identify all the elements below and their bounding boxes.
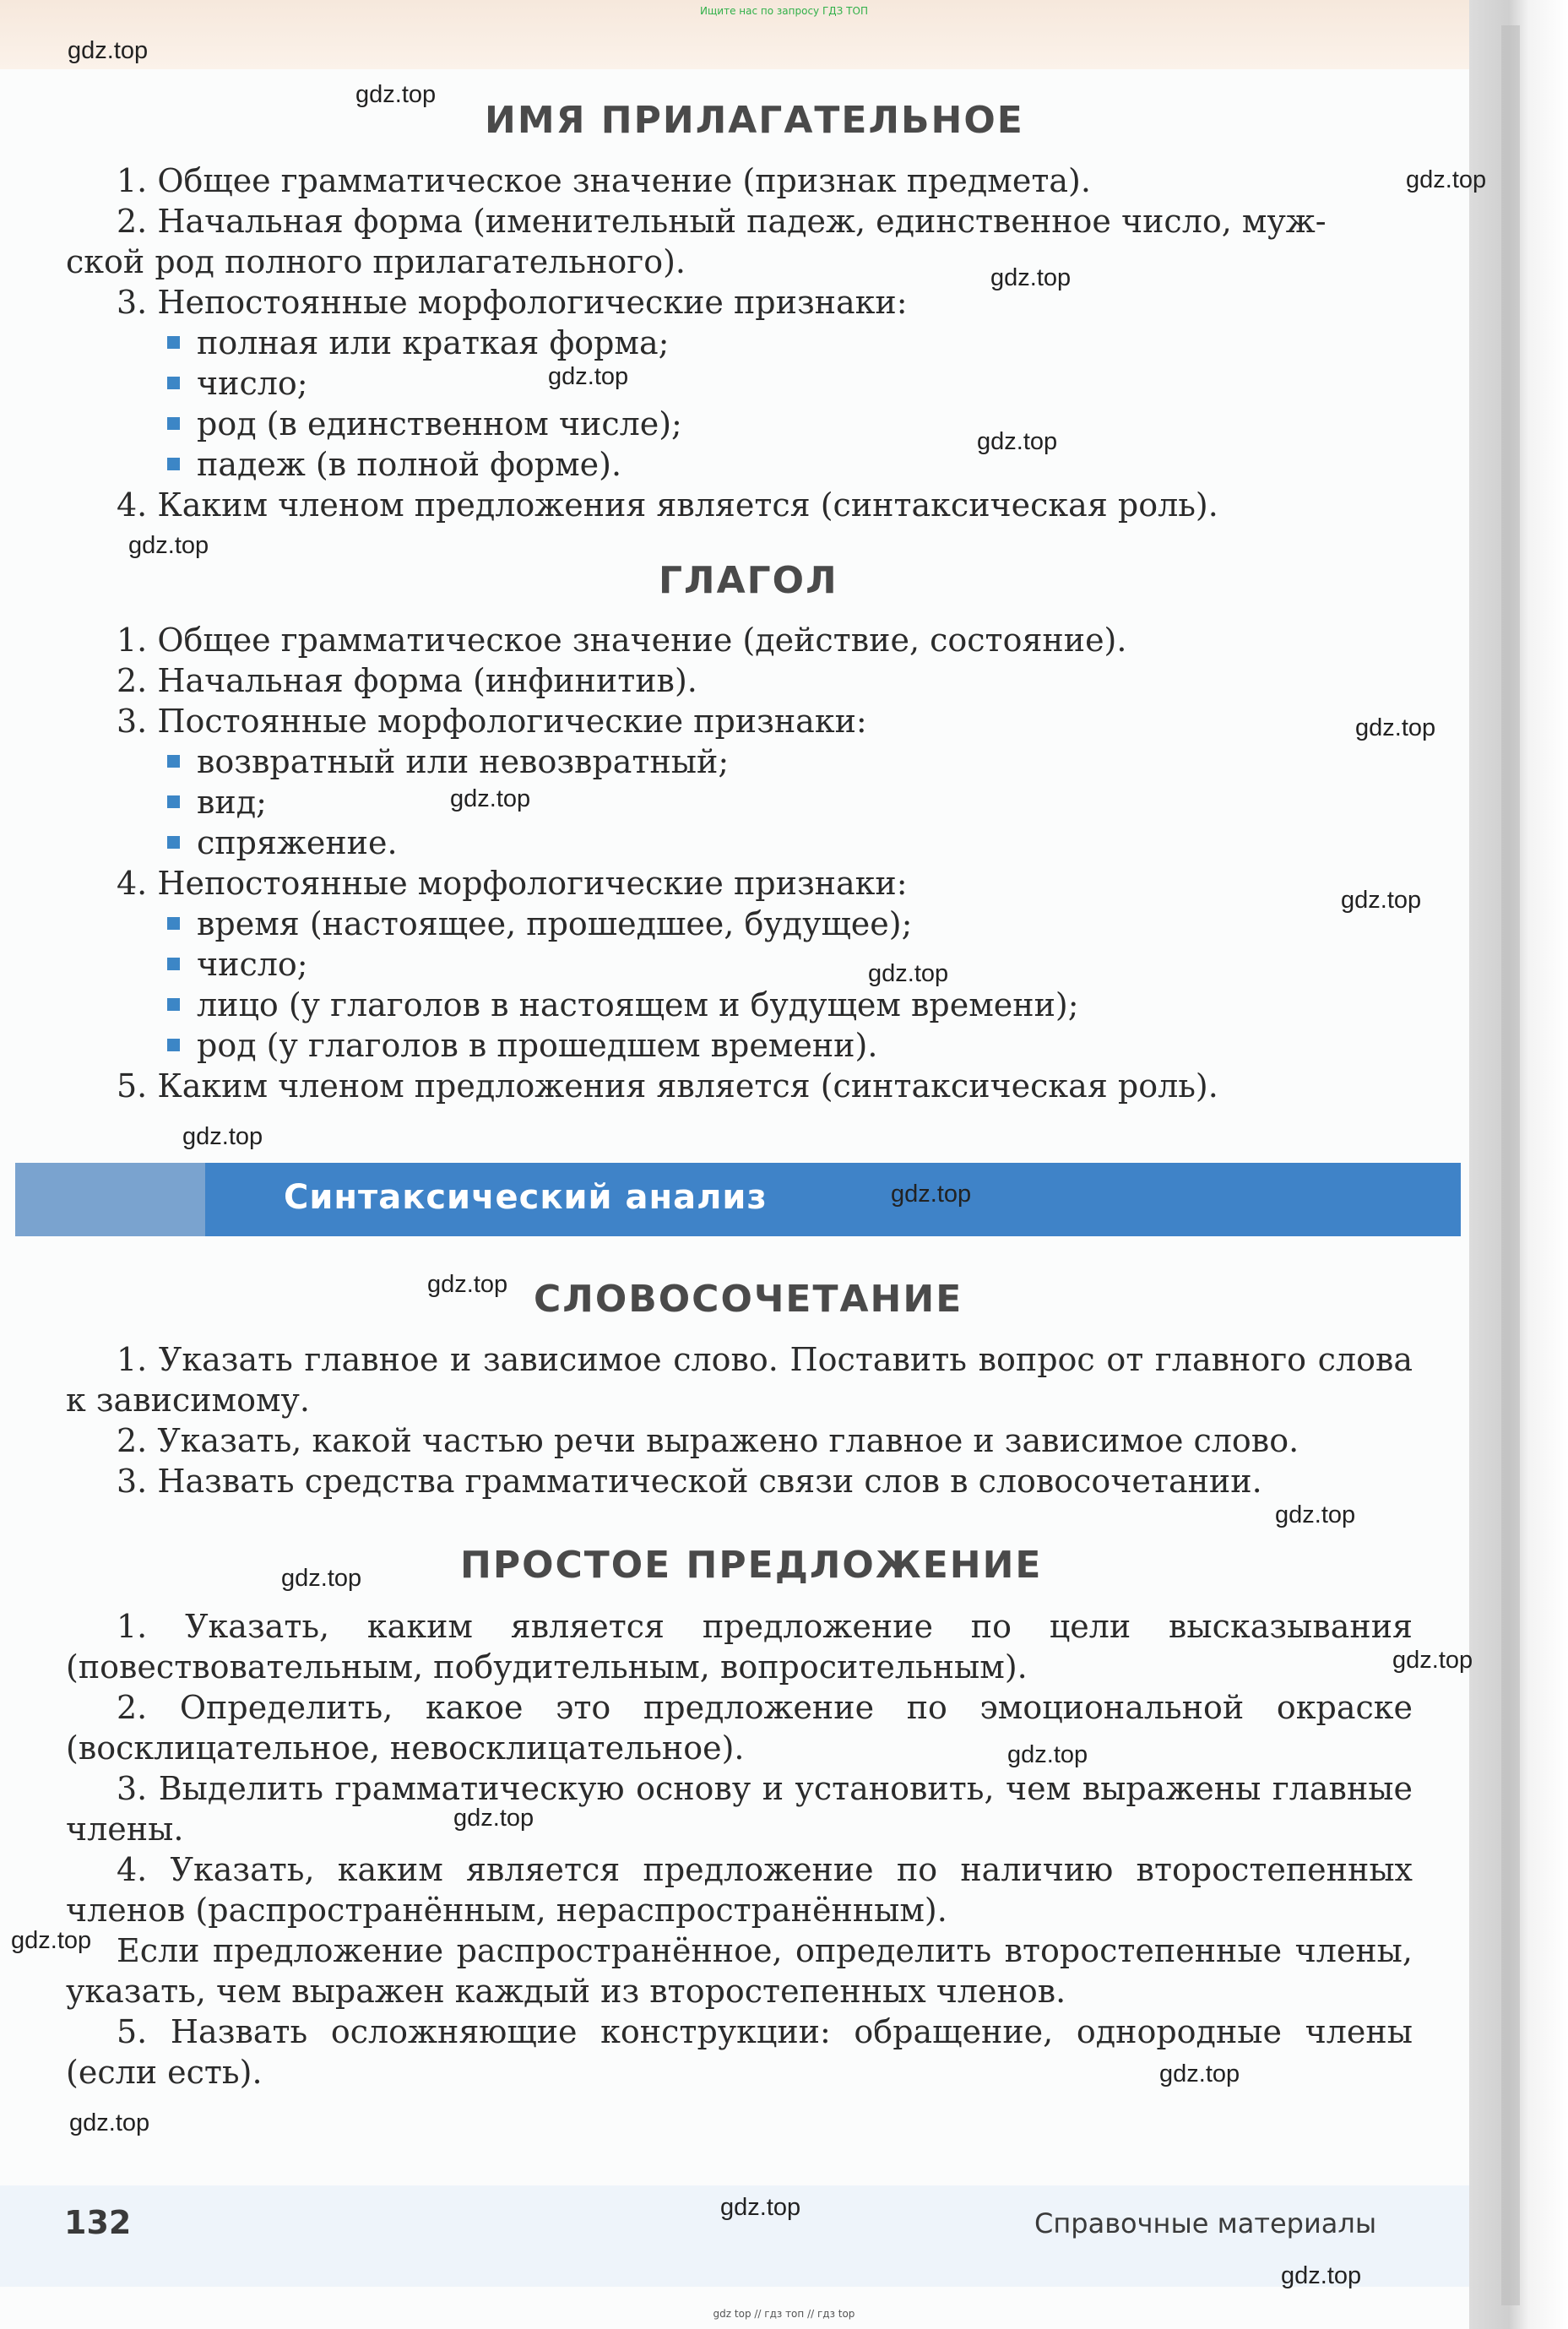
simple-sentence-item-5: 5. Назвать осложняющие конструкции: обращение, однородные члены (если есть). xyxy=(66,2013,1413,2091)
watermark: gdz.top xyxy=(1355,714,1436,741)
watermark: gdz.top xyxy=(182,1123,263,1150)
heading-verb: ГЛАГОЛ xyxy=(659,559,838,602)
verb-bullet xyxy=(167,944,308,985)
bullet-text: полная или краткая форма; xyxy=(197,324,670,361)
bullet-text: род (у глаголов в прошедшем времени). xyxy=(197,1027,878,1064)
watermark: gdz.top xyxy=(891,1181,972,1208)
bullet-square-icon xyxy=(167,795,180,808)
verb-item-2: 2. Начальная форма (инфинитив). xyxy=(117,662,697,699)
bullet-text: время (настоящее, прошедшее, будущее); xyxy=(197,905,913,942)
watermark: gdz.top xyxy=(355,81,437,108)
bullet-square-icon xyxy=(167,417,180,430)
section-bar-accent xyxy=(15,1163,205,1236)
adjective-bullet xyxy=(167,363,308,404)
phrase-item-3: 3. Назвать средства грамматической связи слов в словосочетании. xyxy=(117,1463,1262,1500)
bullet-text: род (в единственном числе); xyxy=(197,405,682,442)
bullet-text: спряжение. xyxy=(197,824,398,861)
adjective-bullet xyxy=(167,444,621,485)
bullet-text: возвратный или невозвратный; xyxy=(197,743,730,780)
verb-bullet xyxy=(167,782,267,822)
simple-sentence-item-1: 1. Указать, каким является предложение по цели высказывания (повествовательным, побудительным, вопросительным). xyxy=(66,1608,1413,1686)
watermark: gdz.top xyxy=(548,363,629,390)
bullet-square-icon xyxy=(167,458,180,470)
verb-item-5: 5. Каким членом предложения является (синтаксическая роль). xyxy=(117,1067,1218,1105)
watermark: gdz.top xyxy=(1406,166,1487,193)
bullet-square-icon xyxy=(167,336,180,349)
bullet-square-icon xyxy=(167,958,180,970)
watermark: gdz.top xyxy=(128,532,209,559)
adjective-item-4: 4. Каким членом предложения является (синтаксическая роль). xyxy=(117,486,1218,524)
simple-sentence-item-4-note: Если предложение распространённое, определить второстепенные члены, указать, чем выражен каждый из второстепенных членов. xyxy=(66,1932,1413,2010)
phrase-paragraphs xyxy=(66,1339,1413,1501)
watermark: gdz.top xyxy=(720,2194,801,2221)
bullet-square-icon xyxy=(167,998,180,1011)
heading-simple-sentence: ПРОСТОЕ ПРЕДЛОЖЕНИЕ xyxy=(460,1544,1043,1587)
adjective-item-2-line-2: ской род полного прилагательного). xyxy=(66,243,686,280)
watermark: gdz.top xyxy=(281,1565,362,1592)
adjective-bullet xyxy=(167,323,669,363)
heading-phrase: СЛОВОСОЧЕТАНИЕ xyxy=(534,1278,963,1321)
section-title: Синтаксический анализ xyxy=(284,1178,768,1217)
watermark: gdz.top xyxy=(1159,2060,1240,2087)
watermark: gdz.top xyxy=(69,2109,150,2136)
watermark: gdz.top xyxy=(1392,1647,1473,1674)
watermark: gdz.top xyxy=(68,37,149,64)
simple-sentence-paragraphs xyxy=(66,1606,1413,2093)
bullet-square-icon xyxy=(167,1039,180,1051)
bullet-square-icon xyxy=(167,377,180,389)
simple-sentence-item-2: 2. Определить, какое это предложение по эмоциональной окраске (восклицательное, невосклицательное). xyxy=(66,1689,1413,1767)
verb-item-3: 3. Постоянные морфологические признаки: xyxy=(117,703,867,740)
bullet-text: лицо (у глаголов в настоящем и будущем времени); xyxy=(197,986,1079,1023)
verb-bullet xyxy=(167,985,1079,1025)
watermark: gdz.top xyxy=(1275,1501,1356,1528)
watermark: gdz.top xyxy=(868,960,949,987)
watermark: gdz.top xyxy=(1281,2262,1362,2289)
adjective-item-3: 3. Непостоянные морфологические признаки: xyxy=(117,284,908,321)
heading-adjective: ИМЯ ПРИЛАГАТЕЛЬНОЕ xyxy=(485,99,1024,142)
verb-bullet xyxy=(167,822,398,863)
watermark: gdz.top xyxy=(450,785,531,812)
verb-bullet xyxy=(167,1025,877,1066)
phrase-item-1: 1. Указать главное и зависимое слово. Поставить вопрос от главного слова к зависимому. xyxy=(66,1341,1413,1419)
adjective-item-1: 1. Общее грамматическое значение (признак предмета). xyxy=(117,162,1091,199)
verb-item-4: 4. Непостоянные морфологические признаки: xyxy=(117,865,908,902)
bullet-square-icon xyxy=(167,755,180,768)
page-number: 132 xyxy=(64,2204,132,2241)
watermark: gdz.top xyxy=(977,428,1058,455)
watermark: gdz.top xyxy=(1007,1741,1088,1768)
adjective-item-2-line-1: 2. Начальная форма (именительный падеж, единственное число, муж- xyxy=(117,203,1327,240)
watermark: gdz.top xyxy=(453,1805,534,1832)
page-edge-shadow xyxy=(1501,25,1520,2305)
footer-title: Справочные материалы xyxy=(1034,2207,1377,2239)
bullet-text: падеж (в полной форме). xyxy=(197,446,622,483)
verb-bullet xyxy=(167,904,912,944)
bullet-text: число; xyxy=(197,946,308,983)
adjective-bullet xyxy=(167,404,682,444)
simple-sentence-item-3: 3. Выделить грамматическую основу и установить, чем выражены главные члены. xyxy=(66,1770,1413,1848)
bullet-square-icon xyxy=(167,836,180,849)
section-bar-syntax xyxy=(15,1163,1461,1236)
simple-sentence-item-4: 4. Указать, каким является предложение по наличию второстепенных членов (распространённым, нераспространённым). xyxy=(66,1851,1413,1929)
verb-bullet xyxy=(167,741,729,782)
bullet-text: число; xyxy=(197,365,308,402)
top-note: Ищите нас по запросу ГДЗ ТОП xyxy=(700,5,868,17)
bullet-square-icon xyxy=(167,917,180,930)
bottom-note: gdz top // гдз топ // гдз top xyxy=(713,2308,855,2320)
watermark: gdz.top xyxy=(1341,887,1422,914)
watermark: gdz.top xyxy=(427,1271,508,1298)
bullet-text: вид; xyxy=(197,784,267,821)
phrase-item-2: 2. Указать, какой частью речи выражено главное и зависимое слово. xyxy=(117,1422,1299,1459)
watermark: gdz.top xyxy=(990,264,1072,291)
watermark: gdz.top xyxy=(11,1927,92,1954)
verb-item-1: 1. Общее грамматическое значение (действие, состояние). xyxy=(117,622,1127,659)
